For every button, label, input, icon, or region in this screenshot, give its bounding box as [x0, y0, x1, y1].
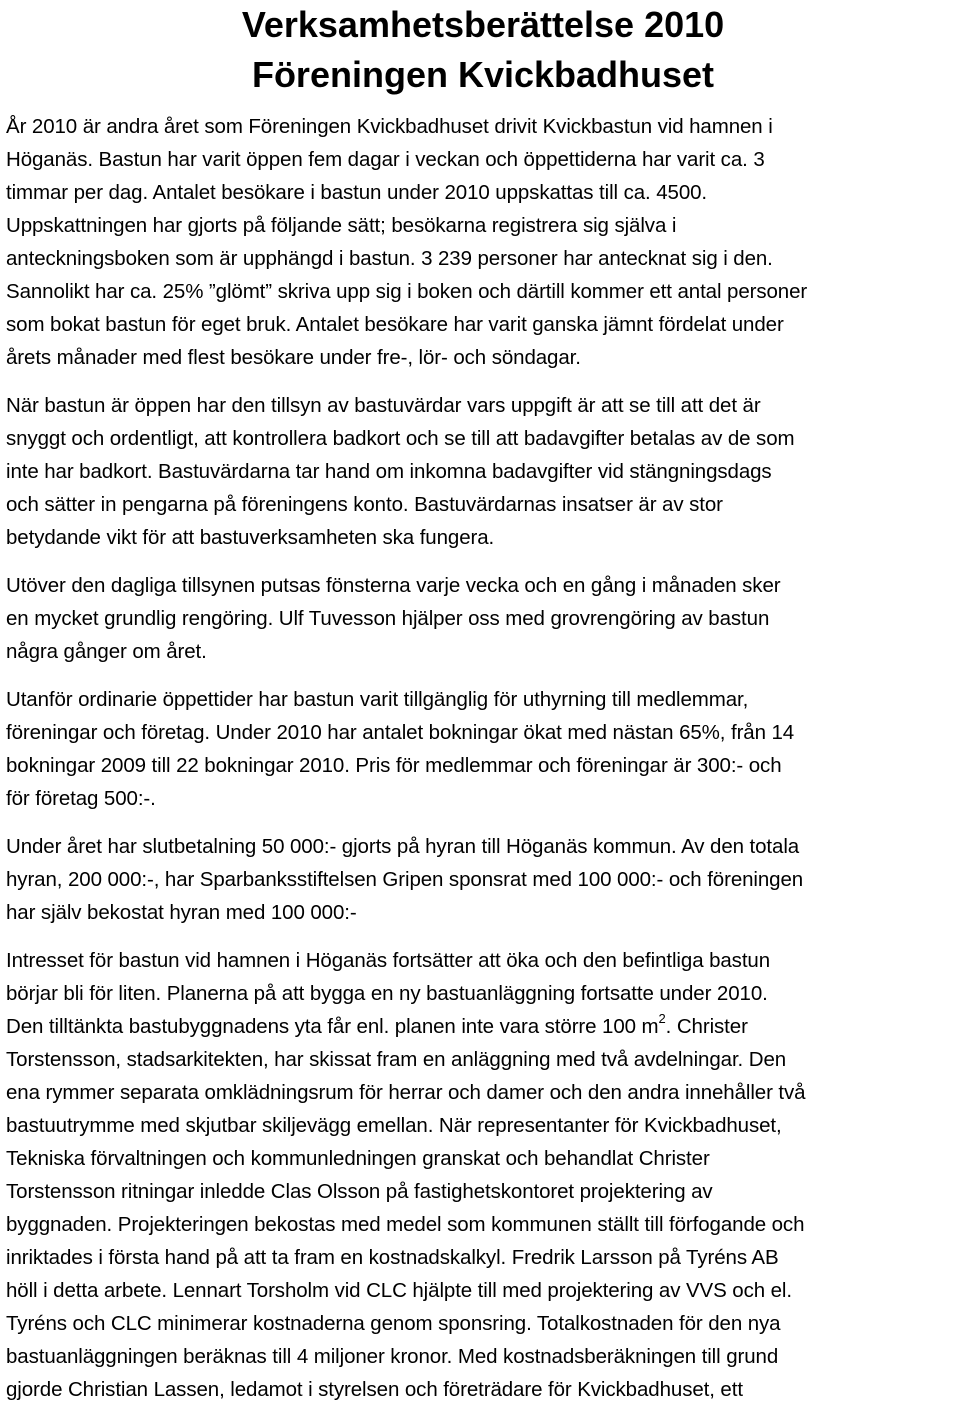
text-line: har själv bekostat hyran med 100 000:-	[6, 901, 357, 924]
text-line: bastuutrymme med skjutbar skiljevägg emellan. När representanter för Kvickbadhuset,	[6, 1114, 782, 1137]
text-line: ena rymmer separata omklädningsrum för herrar och damer och den andra innehåller två	[6, 1081, 806, 1104]
text-line: Tyréns och CLC minimerar kostnaderna genom sponsring. Totalkostnaden för den nya	[6, 1312, 781, 1335]
document-body	[6, 110, 960, 1406]
title-line-2: Föreningen Kvickbadhuset	[251, 54, 715, 95]
text-line: en mycket grundlig rengöring. Ulf Tuvesson hjälper oss med grovrengöring av bastun	[6, 607, 770, 630]
text-line: Tekniska förvaltningen och kommunledningen granskat och behandlat Christer	[6, 1147, 710, 1170]
text-line: Torstensson ritningar inledde Clas Olsson på fastighetskontoret projektering av	[6, 1180, 713, 1203]
text-line: inriktades i första hand på att ta fram en kostnadskalkyl. Fredrik Larsson på Tyréns AB	[6, 1246, 779, 1269]
paragraph-cleaning	[6, 569, 960, 668]
text-line: Torstensson, stadsarkitekten, har skissat fram en anläggning med två avdelningar. Den	[6, 1048, 787, 1071]
text-line: några gånger om året.	[6, 640, 207, 663]
text-line: hyran, 200 000:-, har Sparbanksstiftelsen Gripen sponsrat med 100 000:- och föreningen	[6, 868, 804, 891]
text-line: När bastun är öppen har den tillsyn av bastuvärdar vars uppgift är att se till att det är	[6, 394, 761, 417]
text-line-with-superscript	[6, 1010, 960, 1043]
text-line: Uppskattningen har gjorts på följande sätt; besökarna registrera sig själva i	[6, 214, 677, 237]
text-line: betydande vikt för att bastuverksamheten ska fungera.	[6, 526, 495, 549]
paragraph-sauna-hosts	[6, 389, 960, 554]
paragraph-new-sauna-plans	[6, 944, 960, 1406]
text-line: gjorde Christian Lassen, ledamot i styrelsen och företrädare för Kvickbadhuset, ett	[6, 1378, 743, 1401]
text-segment: Den tilltänkta bastubyggnadens yta får enl. planen inte vara större 100 m	[6, 1015, 659, 1038]
text-line: bastuanläggningen beräknas till 4 miljoner kronor. Med kostnadsberäkningen till grund	[6, 1345, 779, 1368]
text-line: höll i detta arbete. Lennart Torsholm vid CLC hjälpte till med projektering av VVS och el.	[6, 1279, 792, 1302]
text-line: för företag 500:-.	[6, 787, 156, 810]
text-line: Utanför ordinarie öppettider har bastun varit tillgänglig för uthyrning till medlemmar,	[6, 688, 749, 711]
paragraph-rent-payment	[6, 830, 960, 929]
text-line: föreningar och företag. Under 2010 har antalet bokningar ökat med nästan 65%, från 14	[6, 721, 795, 744]
paragraph-visitors	[6, 110, 960, 374]
paragraph-rentals	[6, 683, 960, 815]
text-segment: . Christer	[665, 1015, 748, 1038]
text-line: snyggt och ordentligt, att kontrollera badkort och se till att badavgifter betalas av de som	[6, 427, 795, 450]
document-title	[6, 0, 960, 100]
text-line: Intresset för bastun vid hamnen i Höganäs fortsätter att öka och den befintliga bastun	[6, 949, 771, 972]
text-line: börjar bli för liten. Planerna på att bygga en ny bastuanläggning fortsatte under 2010.	[6, 982, 768, 1005]
text-line: Sannolikt har ca. 25% ”glömt” skriva upp sig i boken och därtill kommer ett antal personer	[6, 280, 808, 303]
text-line: årets månader med flest besökare under fre-, lör- och söndagar.	[6, 346, 581, 369]
text-line: och sätter in pengarna på föreningens konto. Bastuvärdarnas insatser är av stor	[6, 493, 723, 516]
text-line: timmar per dag. Antalet besökare i bastun under 2010 uppskattas till ca. 4500.	[6, 181, 708, 204]
text-line: bokningar 2009 till 22 bokningar 2010. Pris för medlemmar och föreningar är 300:- och	[6, 754, 782, 777]
text-line: År 2010 är andra året som Föreningen Kvickbadhuset drivit Kvickbastun vid hamnen i	[6, 115, 773, 138]
text-line: byggnaden. Projekteringen bekostas med medel som kommunen ställt till förfogande och	[6, 1213, 805, 1236]
text-line: inte har badkort. Bastuvärdarna tar hand om inkomna badavgifter vid stängningsdags	[6, 460, 772, 483]
text-line: anteckningsboken som är upphängd i bastun. 3 239 personer har antecknat sig i den.	[6, 247, 773, 270]
text-line: som bokat bastun för eget bruk. Antalet besökare har varit ganska jämnt fördelat under	[6, 313, 784, 336]
text-line: Utöver den dagliga tillsynen putsas fönsterna varje vecka och en gång i månaden sker	[6, 574, 781, 597]
superscript-squared: 2	[658, 1011, 666, 1027]
text-line: Höganäs. Bastun har varit öppen fem dagar i veckan och öppettiderna har varit ca. 3	[6, 148, 765, 171]
title-line-1: Verksamhetsberättelse 2010	[241, 4, 725, 45]
text-line: Under året har slutbetalning 50 000:- gjorts på hyran till Höganäs kommun. Av den totala	[6, 835, 800, 858]
